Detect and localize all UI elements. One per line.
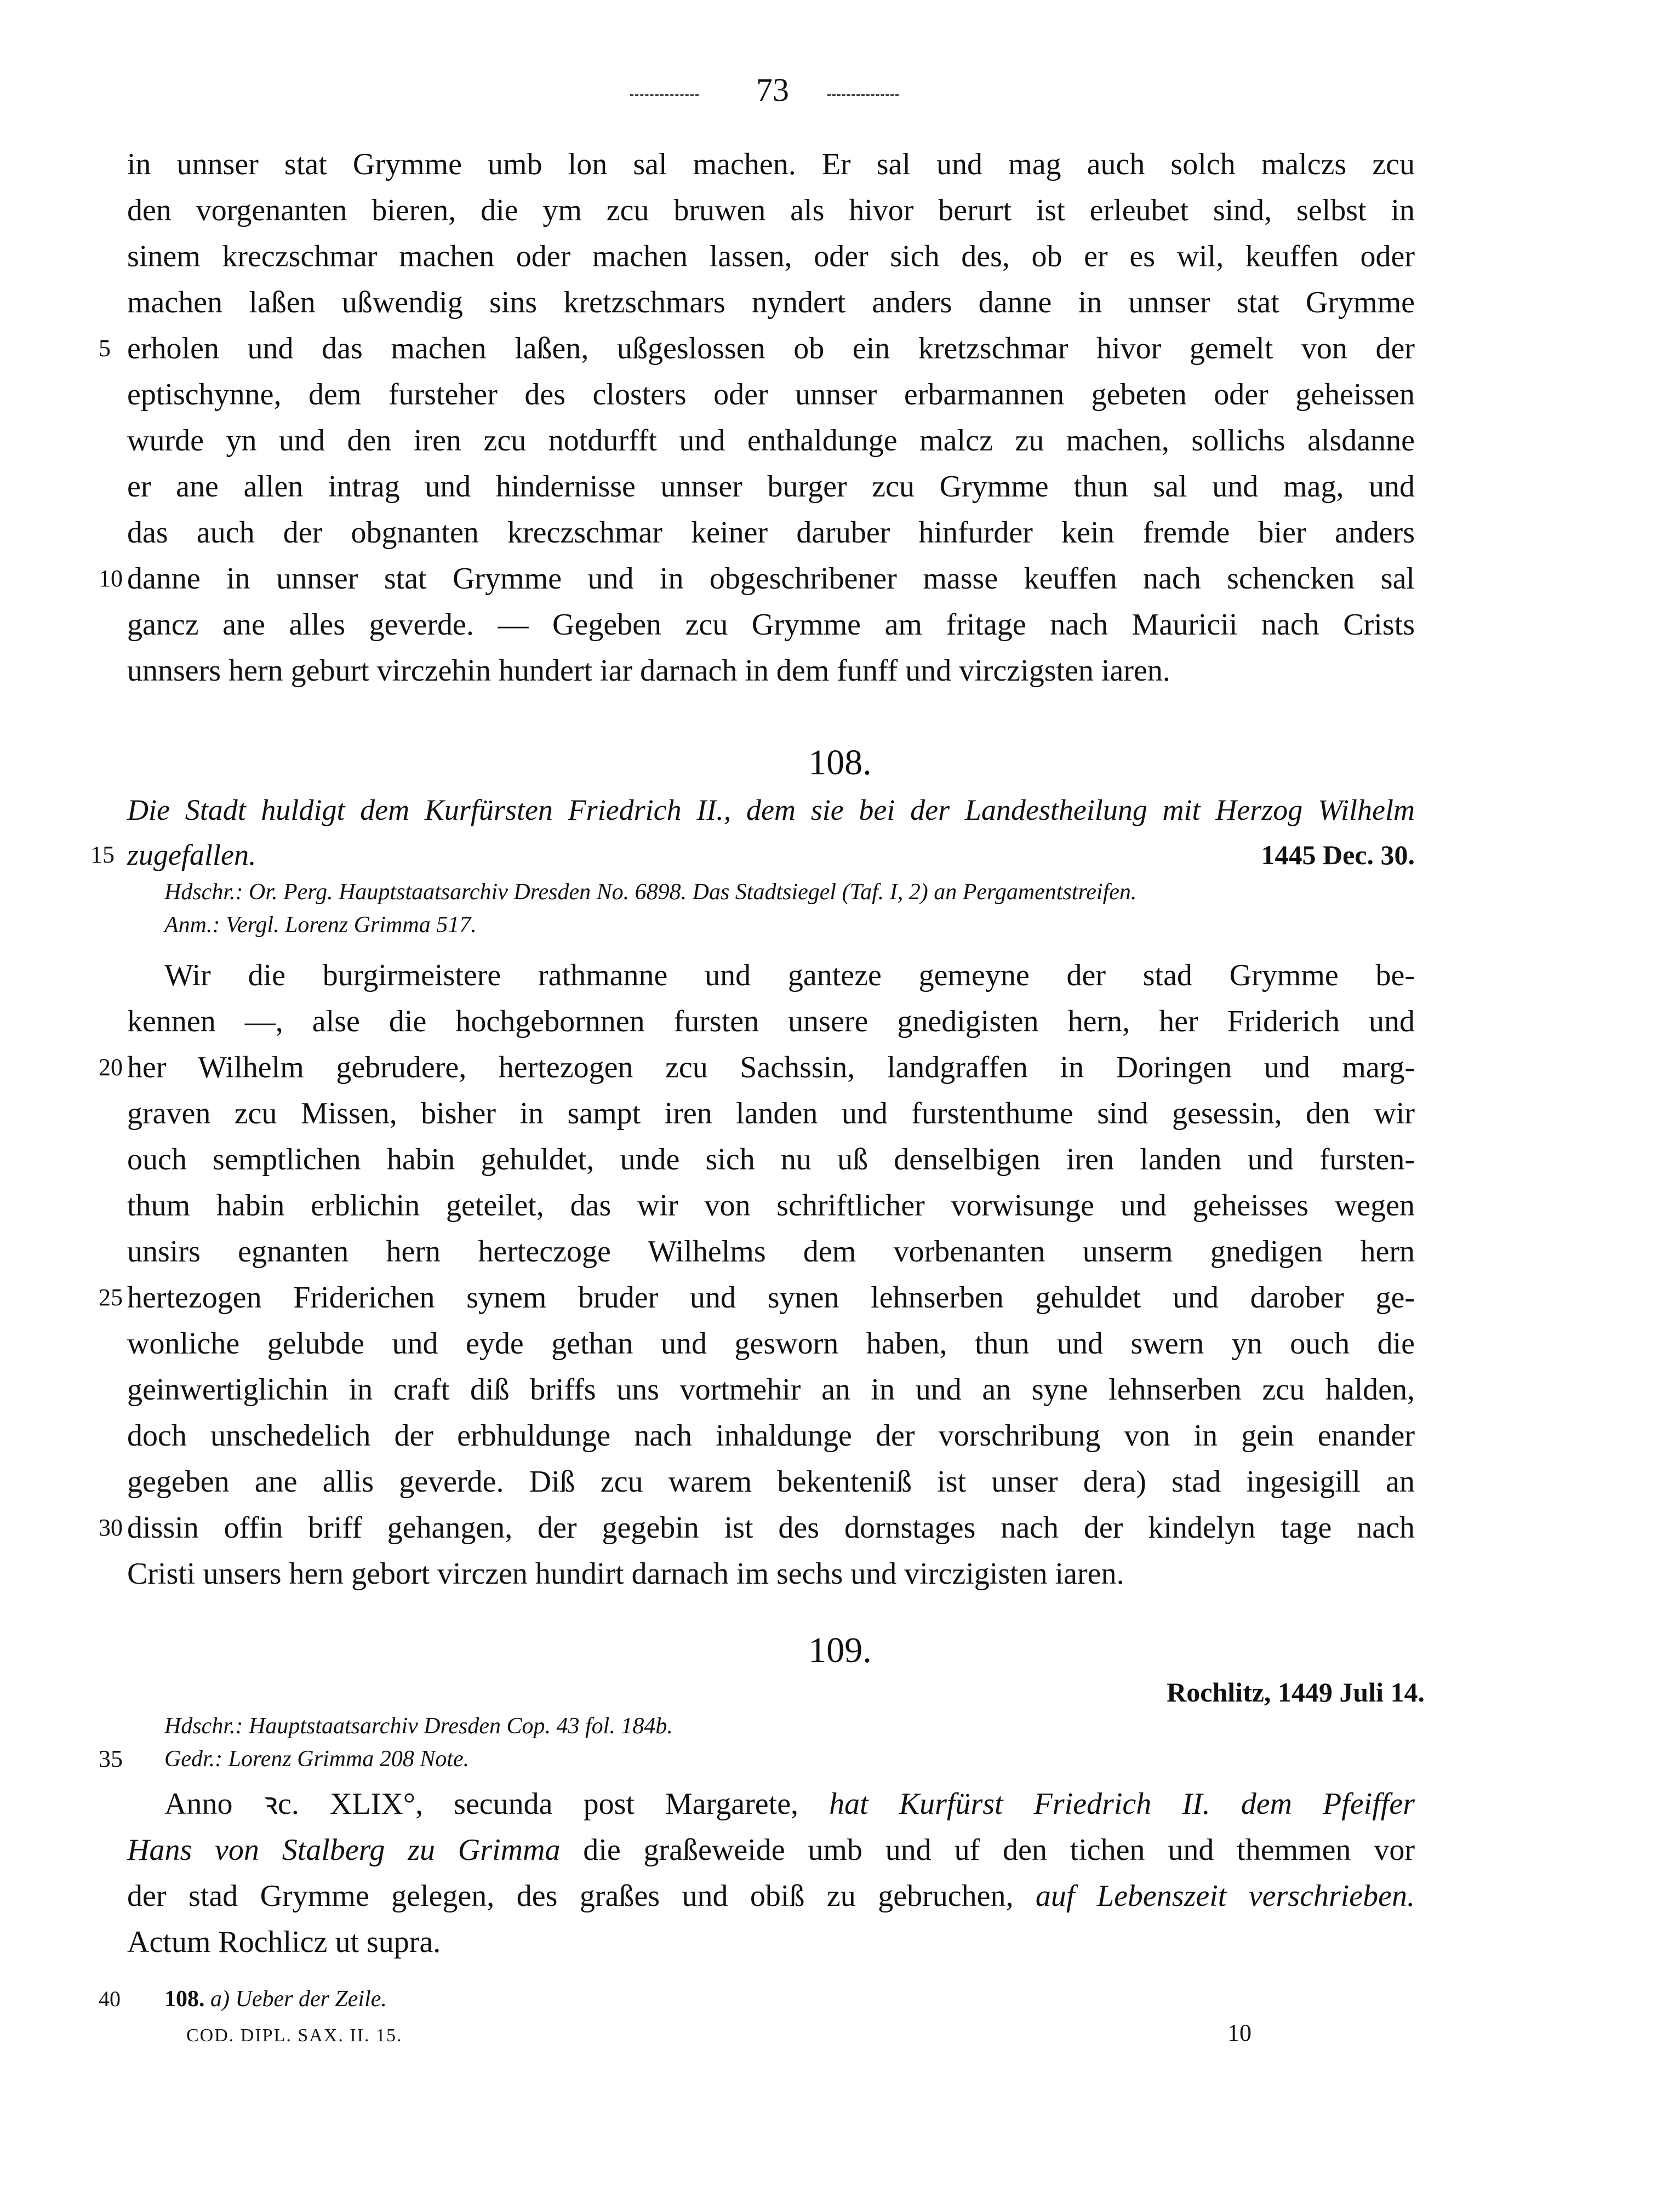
line-number-20: 20 [99, 1054, 123, 1081]
sheet-number: 10 [1227, 2019, 1252, 2046]
doc108-body-line: wonliche gelubde und eyde gethan und gesworn haben, thun und swern yn ouch die [127, 1327, 1415, 1361]
doc109-body-line4: Actum Rochlicz ut supra. [127, 1925, 441, 1959]
continuation-line: den vorgenanten bieren, die ym zcu bruwen als hivor berurt ist erleubet sind, selbst in [127, 193, 1415, 227]
continuation-line: eptischynne, dem fursteher des closters oder unnser erbarmannen gebeten oder geheissen [127, 378, 1415, 412]
doc109-place-date: Rochlitz, 1449 Juli 14. [1167, 1677, 1425, 1708]
doc108-body-line: thum habin erblichin geteilet, das wir von schriftlicher vorwisunge und geheisses wegen [127, 1189, 1415, 1223]
doc108-summary-line1: Die Stadt huldigt dem Kurfürsten Friedrich II., dem sie bei der Landestheilung mit Herzog Wilhelm [127, 793, 1415, 826]
continuation-line: machen laßen ußwendig sins kretzschmars nyndert anders danne in unnser stat Grymme [127, 286, 1415, 319]
doc108-source-note: Anm.: Vergl. Lorenz Grimma 517. [164, 912, 477, 938]
doc108-body-line: dissin offin briff gehangen, der gegebin ist des dornstages nach der kindelyn tage nach [127, 1511, 1415, 1545]
doc108-body-line: kennen —, alse die hochgebornnen fursten unsere gnedigisten hern, her Friderich und [127, 1004, 1415, 1038]
doc108-date: 1445 Dec. 30. [1261, 840, 1415, 870]
doc109-body-line2 [127, 1827, 1415, 1873]
line-number-15: 15 [90, 841, 115, 868]
doc109-body-line1 [164, 1781, 1415, 1827]
doc108-body-line: her Wilhelm gebrudere, hertezogen zcu Sachssin, landgraffen in Doringen und marg- [127, 1051, 1415, 1084]
continuation-line: danne in unnser stat Grymme und in obgeschribener masse keuffen nach schencken sal [127, 562, 1415, 596]
doc109-body-line3 [127, 1873, 1415, 1919]
doc109-body-line1-italic: hat Kurfürst Friedrich II. dem Pfeiffer [829, 1787, 1415, 1821]
line-number-5: 5 [99, 335, 111, 362]
doc108-body-line: Cristi unsers hern gebort virczen hundirt darnach im sechs und virczigisten iaren. [127, 1557, 1124, 1591]
line-number-10: 10 [99, 565, 123, 592]
doc108-body-line: unsirs egnanten hern herteczoge Wilhelms dem vorbenanten unserm gnedigen hern [127, 1235, 1415, 1269]
continuation-line: unnsers hern geburt virczehin hundert iar darnach in dem funff und virczigsten iaren. [127, 654, 1170, 688]
sheet-signature: COD. DIPL. SAX. II. 15. [186, 2025, 403, 2046]
line-number-30: 30 [99, 1514, 123, 1541]
doc108-body-line: geinwertiglichin in craft diß briffs uns vortmehir an in und an syne lehnserben zcu halden, [127, 1373, 1415, 1407]
doc108-summary-line2: zugefallen. [127, 838, 256, 871]
continuation-line: erholen und das machen laßen, ußgeslossen ob ein kretzschmar hivor gemelt von der [127, 332, 1415, 366]
continuation-line: er ane allen intrag und hindernisse unnser burger zcu Grymme thun sal und mag, und [127, 470, 1415, 504]
footnote-ref: 108. [164, 1986, 210, 2012]
continuation-line: wurde yn und den iren zcu notdurfft und enthaldunge malcz zu machen, sollichs alsdanne [127, 424, 1415, 458]
doc108-source-manuscript: Hdschr.: Or. Perg. Hauptstaatsarchiv Dresden No. 6898. Das Stadtsiegel (Taf. I, 2) an Pergamentstreifen. [164, 880, 1137, 905]
doc108-number: 108. [808, 743, 872, 783]
doc108-body-line: Wir die burgirmeistere rathmanne und ganteze gemeyne der stad Grymme be- [164, 958, 1415, 992]
doc109-source-print: Gedr.: Lorenz Grimma 208 Note. [164, 1746, 470, 1772]
page-number: 73 [756, 72, 789, 108]
doc108-body-line: graven zcu Missen, bisher in sampt iren landen und furstenthume sind gesessin, den wir [127, 1097, 1415, 1131]
continuation-line: sinem kreczschmar machen oder machen lassen, oder sich des, ob er es wil, keuffen oder [127, 239, 1415, 273]
continuation-line: gancz ane alles geverde. — Gegeben zcu Grymme am fritage nach Mauricii nach Crists [127, 608, 1415, 642]
continuation-line: in unnser stat Grymme umb lon sal machen. Er sal und mag auch solch malczs zcu [127, 147, 1415, 181]
doc108-body-line: gegeben ane allis geverde. Diß zcu warem bekenteniß ist unser dera) stad ingesigill an [127, 1465, 1415, 1499]
line-number-25: 25 [99, 1284, 123, 1311]
doc108-body-line: ouch semptlichen habin gehuldet, unde sich nu uß denselbigen iren landen und fursten- [127, 1143, 1415, 1177]
doc108-body-line: doch unschedelich der erbhuldunge nach inhaldunge der vorschribung von in gein enander [127, 1419, 1415, 1453]
doc109-source-manuscript: Hdschr.: Hauptstaatsarchiv Dresden Cop. 43 fol. 184b. [164, 1714, 673, 1739]
footnote-text: a) Ueber der Zeile. [210, 1986, 387, 2012]
doc109-body-line2-italic: Hans von Stalberg zu Grimma [127, 1833, 561, 1867]
doc109-body-line3-text: der stad Grymme gelegen, des graßes und obiß zu gebruchen, [127, 1879, 1036, 1913]
doc109-body-line2-text: die graßeweide umb und uf den tichen und themmen vor [560, 1833, 1415, 1867]
doc109-body-line3-italic: auf Lebenszeit verschrieben. [1035, 1879, 1415, 1913]
line-number-40: 40 [99, 1986, 121, 2011]
header-rule-right [827, 94, 899, 96]
doc109-number: 109. [808, 1630, 872, 1670]
line-number-35: 35 [99, 1745, 123, 1772]
doc109-body-line1-text: Anno ꝛc. XLIX°, secunda post Margarete, [164, 1787, 830, 1821]
doc108-body-line: hertezogen Friderichen synem bruder und synen lehnserben gehuldet und darober ge- [127, 1281, 1415, 1315]
header-rule-left [630, 94, 699, 96]
continuation-line: das auch der obgnanten kreczschmar keiner daruber hinfurder kein fremde bier anders [127, 516, 1415, 550]
footnote [164, 1983, 387, 2016]
